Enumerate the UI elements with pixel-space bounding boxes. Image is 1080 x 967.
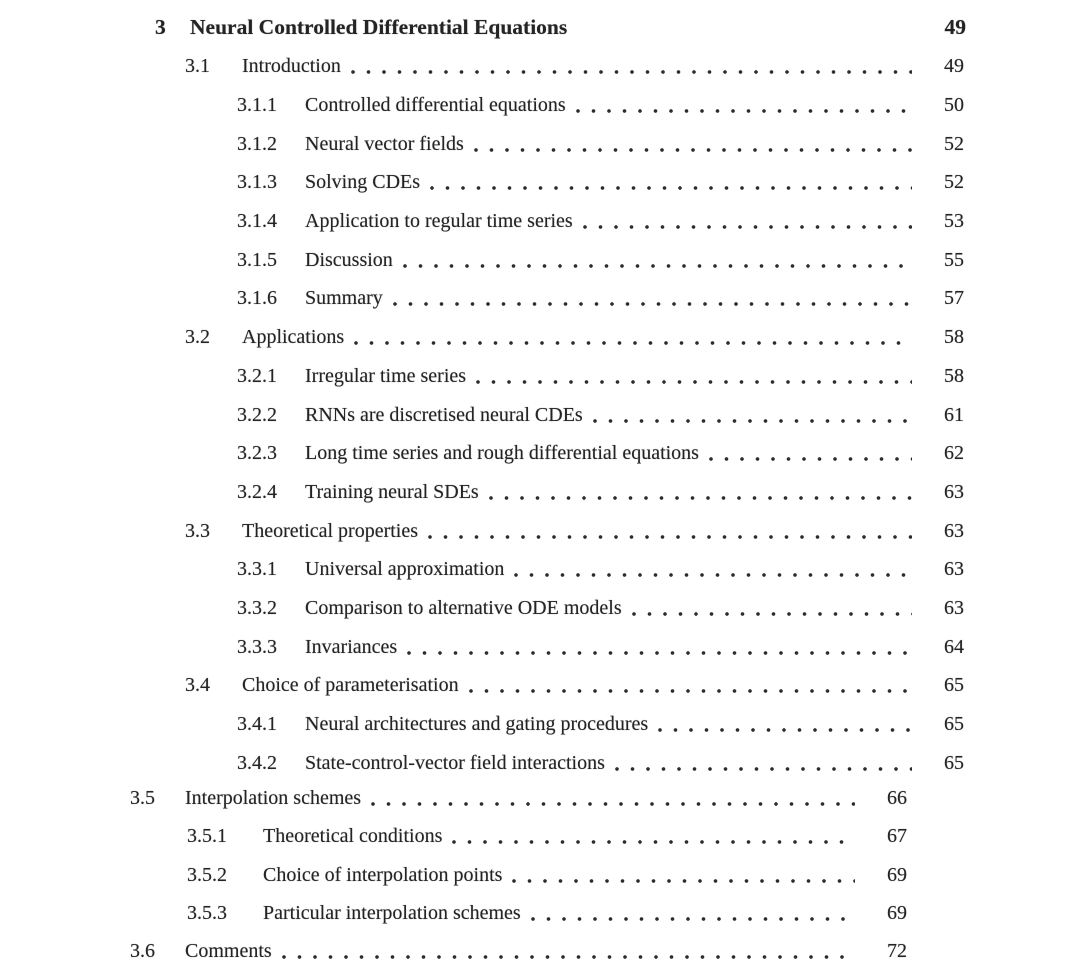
dot-leader xyxy=(452,840,855,844)
entry-title: Applications xyxy=(242,326,345,349)
dot-leader xyxy=(403,264,912,268)
toc-entry-3-3-1 xyxy=(0,550,1080,589)
entry-title: State-control-vector field interactions xyxy=(305,751,605,774)
entry-number: 3.5.1 xyxy=(187,825,227,848)
entry-number: 3.3.1 xyxy=(237,558,277,581)
toc-entry-3-3-3 xyxy=(0,627,1080,666)
entry-page-number: 65 xyxy=(944,674,964,697)
dot-leader xyxy=(531,917,855,921)
entry-page-number: 65 xyxy=(944,713,964,736)
entry-page-number: 52 xyxy=(944,132,964,155)
entry-title: Irregular time series xyxy=(305,364,467,387)
entry-title: Application to regular time series xyxy=(305,210,573,233)
dot-leader xyxy=(371,802,855,806)
chapter-number: 3 xyxy=(155,15,166,40)
toc-entry-3-5-3 xyxy=(0,894,1080,932)
toc-entry-3-1-2 xyxy=(0,124,1080,163)
dot-leader xyxy=(593,419,912,423)
entry-title: Introduction xyxy=(242,55,341,78)
entry-number: 3.1.5 xyxy=(237,248,277,271)
entry-number: 3.5.2 xyxy=(187,863,227,886)
entry-page-number: 64 xyxy=(944,635,964,658)
toc-entry-3-4 xyxy=(0,666,1080,705)
toc-entry-3-6 xyxy=(0,932,1080,967)
entry-number: 3.6 xyxy=(130,940,155,963)
entry-title: Comparison to alternative ODE models xyxy=(305,596,622,619)
toc-upper-block xyxy=(0,47,1080,782)
toc-entry-3-2-2 xyxy=(0,395,1080,434)
dot-leader xyxy=(474,148,912,152)
entry-page-number: 50 xyxy=(944,94,964,117)
entry-page-number: 63 xyxy=(944,480,964,503)
toc-entry-3-1-6 xyxy=(0,279,1080,318)
toc-entry-3-5 xyxy=(0,779,1080,817)
entry-number: 3.2.4 xyxy=(237,480,277,503)
entry-title: RNNs are discretised neural CDEs xyxy=(305,403,583,426)
dot-leader xyxy=(512,879,855,883)
entry-page-number: 55 xyxy=(944,248,964,271)
entry-title: Theoretical properties xyxy=(242,519,419,542)
dot-leader xyxy=(430,186,912,190)
dot-leader xyxy=(632,612,912,616)
dot-leader xyxy=(489,496,912,500)
entry-title: Summary xyxy=(305,287,383,310)
entry-title: Theoretical conditions xyxy=(263,825,443,848)
toc-entry-chapter-3 xyxy=(0,8,1080,48)
dot-leader xyxy=(282,955,855,959)
toc-entry-3-1-1 xyxy=(0,86,1080,125)
entry-number: 3.2.2 xyxy=(237,403,277,426)
entry-title: Particular interpolation schemes xyxy=(263,902,521,925)
dot-leader xyxy=(469,689,912,693)
toc-entry-3-2-1 xyxy=(0,357,1080,396)
entry-number: 3.1.2 xyxy=(237,132,277,155)
entry-number: 3.2.3 xyxy=(237,442,277,465)
toc-entry-3-1-3 xyxy=(0,163,1080,202)
entry-title: Universal approximation xyxy=(305,558,505,581)
entry-page-number: 69 xyxy=(887,902,907,925)
toc-entry-3-5-2 xyxy=(0,856,1080,894)
entry-title: Interpolation schemes xyxy=(185,787,362,810)
toc-entry-3-2 xyxy=(0,318,1080,357)
dot-leader xyxy=(658,728,912,732)
entry-number: 3.1.1 xyxy=(237,94,277,117)
entry-number: 3.1 xyxy=(185,55,210,78)
entry-page-number: 57 xyxy=(944,287,964,310)
entry-title: Comments xyxy=(185,940,272,963)
toc-entry-3-1-5 xyxy=(0,240,1080,279)
dot-leader xyxy=(407,651,912,655)
entry-title: Choice of interpolation points xyxy=(263,863,503,886)
entry-number: 3.3.3 xyxy=(237,635,277,658)
entry-page-number: 65 xyxy=(944,751,964,774)
toc-entry-3-4-2 xyxy=(0,743,1080,782)
toc-lower-block xyxy=(0,779,1080,967)
entry-page-number: 49 xyxy=(944,55,964,78)
entry-number: 3.4.1 xyxy=(237,713,277,736)
entry-title: Neural vector fields xyxy=(305,132,464,155)
dot-leader xyxy=(428,535,912,539)
entry-page-number: 53 xyxy=(944,210,964,233)
entry-title: Neural architectures and gating procedures xyxy=(305,713,649,736)
entry-number: 3.4 xyxy=(185,674,210,697)
dot-leader xyxy=(615,767,912,771)
toc-entry-3-1 xyxy=(0,47,1080,86)
entry-title: Discussion xyxy=(305,248,393,271)
chapter-page-number: 49 xyxy=(944,15,966,40)
dot-leader xyxy=(514,573,912,577)
entry-number: 3.1.3 xyxy=(237,171,277,194)
entry-title: Long time series and rough differential equations xyxy=(305,442,699,465)
toc-entry-3-4-1 xyxy=(0,705,1080,744)
toc-entry-3-3-2 xyxy=(0,589,1080,628)
entry-page-number: 67 xyxy=(887,825,907,848)
entry-page-number: 62 xyxy=(944,442,964,465)
entry-page-number: 63 xyxy=(944,519,964,542)
entry-number: 3.2 xyxy=(185,326,210,349)
entry-page-number: 66 xyxy=(887,787,907,810)
dot-leader xyxy=(576,109,912,113)
entry-page-number: 63 xyxy=(944,558,964,581)
toc-entry-3-2-3 xyxy=(0,434,1080,473)
entry-title: Choice of parameterisation xyxy=(242,674,459,697)
chapter-title: Neural Controlled Differential Equations xyxy=(190,15,568,40)
entry-page-number: 61 xyxy=(944,403,964,426)
entry-page-number: 52 xyxy=(944,171,964,194)
dot-leader xyxy=(351,70,912,74)
dot-leader xyxy=(354,341,912,345)
toc-entry-3-2-4 xyxy=(0,473,1080,512)
entry-page-number: 69 xyxy=(887,863,907,886)
toc-entry-3-5-1 xyxy=(0,817,1080,855)
entry-page-number: 72 xyxy=(887,940,907,963)
dot-leader xyxy=(393,302,912,306)
entry-number: 3.3.2 xyxy=(237,596,277,619)
toc-entry-3-1-4 xyxy=(0,202,1080,241)
dot-leader xyxy=(709,457,912,461)
entry-number: 3.4.2 xyxy=(237,751,277,774)
entry-number: 3.2.1 xyxy=(237,364,277,387)
dot-leader xyxy=(476,380,912,384)
toc-entry-3-3 xyxy=(0,511,1080,550)
entry-title: Training neural SDEs xyxy=(305,480,479,503)
entry-number: 3.3 xyxy=(185,519,210,542)
entry-number: 3.1.4 xyxy=(237,210,277,233)
entry-title: Invariances xyxy=(305,635,398,658)
entry-page-number: 58 xyxy=(944,364,964,387)
entry-page-number: 63 xyxy=(944,596,964,619)
entry-number: 3.5.3 xyxy=(187,902,227,925)
entry-number: 3.5 xyxy=(130,787,155,810)
entry-page-number: 58 xyxy=(944,326,964,349)
dot-leader xyxy=(583,225,912,229)
entry-title: Controlled differential equations xyxy=(305,94,566,117)
entry-title: Solving CDEs xyxy=(305,171,421,194)
entry-number: 3.1.6 xyxy=(237,287,277,310)
